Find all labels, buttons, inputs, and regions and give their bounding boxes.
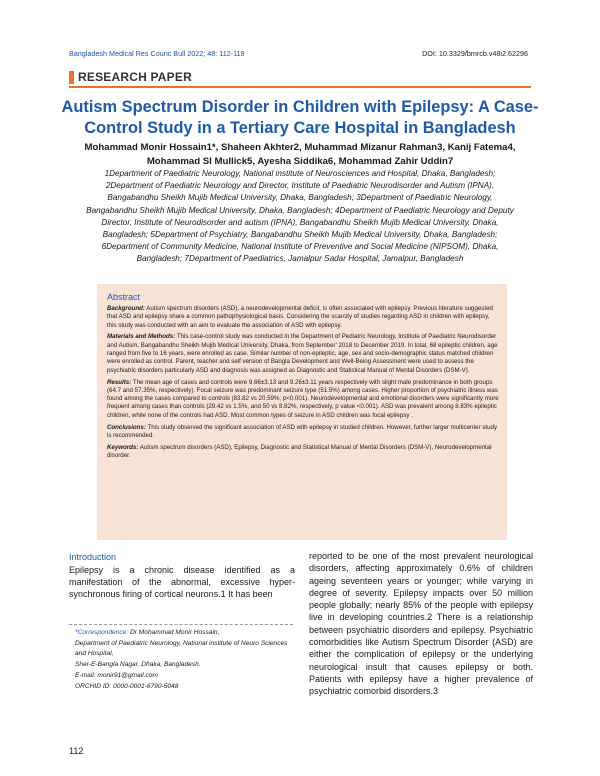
author-list: Mohammad Monir Hossain1*, Shaheen Akhter2, Muhammad Mizanur Rahman3, Kanij Fatema4, Mohammad SI Mullick5, Ayesha Siddika6, Mohammad Zahir Uddin7 — [84, 142, 516, 167]
abstract-body — [107, 305, 499, 464]
section-marker — [69, 71, 74, 84]
correspondence-email[interactable]: E-mail: monir91@gmail.com — [75, 671, 158, 679]
abstract-keywords: Keywords: Autism spectrum disorders (ASD), Epilepsy, Diagnostic and Statistical Manual of Mental Disorders (DSM-V), Neurodevelopmental disorder. — [107, 443, 492, 460]
section-label: RESEARCH PAPER — [78, 70, 192, 84]
page-number: 112 — [69, 746, 84, 756]
introduction-text: Epilepsy is a chronic disease identified as a manifestation of the abnormal, excessive hyper-synchronous firing of cortical neurons.1 It has been — [69, 565, 295, 600]
right-column-text: reported to be one of the most prevalent neurological disorders, affecting approximately 0.6% of children ageing seventeen years or younger; while varying in degree of severity. Epilepsy impacts over 50 million people globally; nearly 85% of the people with epilepsy live in developing countries.2 There is a relationship between psychiatric disorders and epilepsy. Psychiatric comorbidities like Autism Spectrum Disorder (ASD) are either the complication of epilepsy or the underlying neurological insult that causes epilepsy or both. Patients with epilepsy have a higher prevalence of psychiatric comorbid disorders.3 — [309, 551, 533, 697]
section-rule — [69, 86, 531, 88]
introduction-heading: Introduction — [69, 552, 117, 562]
doi: DOI: 10.3329/bmrcb.v48i2.62296 — [422, 49, 528, 58]
correspondence-label: *Correspondence: — [75, 629, 129, 636]
correspondence-address: Sher-E-Bangla Nagar, Dhaka, Bangladesh. — [75, 661, 201, 669]
abstract-heading: Abstract — [107, 292, 141, 302]
introduction-section — [69, 552, 295, 601]
paper-title: Autism Spectrum Disorder in Children with Epilepsy: A Case-Control Study in a Tertiary Care Hospital in Bangladesh — [61, 98, 539, 137]
correspondence-dept: Department of Paediatric Neurology, National institute of Neuro Sciences and Hospital, — [75, 639, 288, 658]
correspondence-block — [75, 628, 297, 692]
correspondence-rule — [69, 624, 293, 625]
correspondence-name: Dr Mohammad Monir Hossain, — [130, 629, 220, 636]
correspondence-orchid: ORCHID ID: 0000-0001-6790-5048 — [75, 682, 179, 690]
affiliations: 1Department of Paediatric Neurology, National institute of Neurosciences and Hospital, Dhaka, Bangladesh; 2Department of Paediatric Neurology and Director, Institute of Paediatric Neurodisorder and Autism (IPNA), Bangabandhu Sheikh Mujib Medical University, Dhaka, Bangladesh; 3Department of Paediatric Neurology, Bangabandhu Sheikh Mujib Medical University, Dhaka, Bangladesh; 4Department of Paediatric Neurology and Deputy Director, Institute of Neurodisorder and autism (IPNA), Bangabandhu Sheikh Mujib Medical University, Dhaka, Bangladesh; 5Department of Psychiatry, Bangabandhu Sheikh Mujib Medical University, Dhaka, Bangladesh; 6Department of Community Medicine, National Institute of Preventive and Social Medicine (NIPSOM), Dhaka, Bangladesh; 7Department of Paediatrics, Jamalpur Sadar Hospital, Jamalpur, Bangladesh — [86, 169, 514, 264]
journal-citation: Bangladesh Medical Res Counc Bull 2022; 48: 112-119 — [69, 49, 245, 58]
abstract-methods: Materials and Methods: This case-control study was conducted in the Department of Pediatric Neurology, Institute of Paediatric Neurodisorder and Autism, Bangabandhu Sheikh Mujib Medical University, Dhaka, from September' 2018 to December 2019. In total, 68 epileptic children, age ranged from five to 16 years, were enrolled as case. Similar number of non-epileptic, age, sex and socio-demographic status matched children were enrolled as control. Parent, teacher and self version of Bangla Development and Well-Being Assessment were used to assess the psychiatric disorders particularly ASD and diagnosis was assigned as Diagnostic and Statistical Manual of Mental Disorders (DSM-V). — [107, 333, 498, 374]
abstract-results: Results: The mean age of cases and controls were 9.66±3.13 and 9.26±3.11 years respectively with slight male predominance in both groups (64.7 and 57.35%, respectively). Focal seizure was predominant seizure type (51.5%) among cases. Higher proportion of psychiatric illness was found among the cases compared to controls (83.82 vs 20.59%; p<0.001). Neurodevelopmental and emotional disorders were significantly more frequent among cases than controls (29.42 vs 1.5%, and 50 vs 8.82%, respectively, p value <0.001). ASD was prevalent among 8.83% epileptic children, while none of the controls had ASD. Most common types of seizure in ASD children was focal epilepsy . — [107, 378, 499, 419]
abstract-conclusions: Conclusions: This study observed the significant association of ASD with epilepsy in studied children. However, further larger multicenter study is recommended. — [107, 423, 498, 439]
abstract-background: Background: Autism spectrum disorders (ASD), a neurodevelopmental deficit, is often associated with epilepsy. Previous literature suggested that ASD and epilepsy share a common pathophysiological basis. Considering the scarcity of studies regarding ASD in children with epilepsy, this study was conducted with an aim to evaluate the association of ASD with epilepsy. — [107, 305, 493, 329]
